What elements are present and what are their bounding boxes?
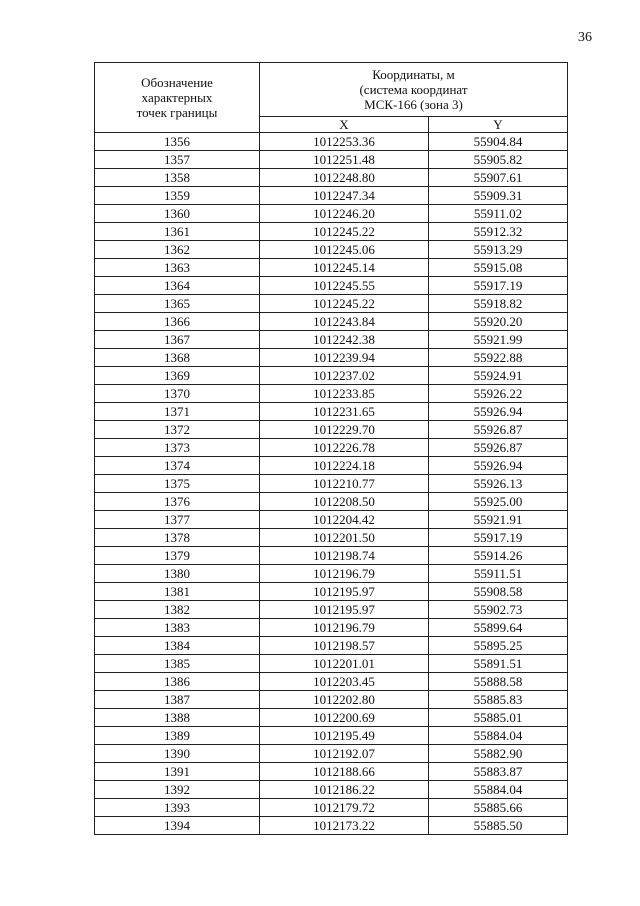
point-cell: 1360 [95,205,260,223]
x-coordinate-cell: 1012251.48 [260,151,429,169]
point-cell: 1367 [95,331,260,349]
x-coordinate-cell: 1012246.20 [260,205,429,223]
x-coordinate-cell: 1012198.57 [260,637,429,655]
table-row [95,169,568,187]
table-row [95,745,568,763]
y-coordinate-cell: 55913.29 [429,241,568,259]
y-coordinate-cell: 55907.61 [429,169,568,187]
y-column-header: Y [429,116,568,132]
point-cell: 1388 [95,709,260,727]
y-coordinate-cell: 55921.99 [429,331,568,349]
y-coordinate-cell: 55899.64 [429,619,568,637]
point-cell: 1376 [95,493,260,511]
x-coordinate-cell: 1012237.02 [260,367,429,385]
point-cell: 1368 [95,349,260,367]
point-cell: 1389 [95,727,260,745]
y-coordinate-cell: 55926.94 [429,403,568,421]
x-coordinate-cell: 1012192.07 [260,745,429,763]
point-cell: 1370 [95,385,260,403]
y-coordinate-cell: 55920.20 [429,313,568,331]
point-cell: 1364 [95,277,260,295]
coordinates-table [94,62,568,835]
x-coordinate-cell: 1012188.66 [260,763,429,781]
x-coordinate-cell: 1012231.65 [260,403,429,421]
point-cell: 1372 [95,421,260,439]
y-coordinate-cell: 55926.94 [429,457,568,475]
x-coordinate-cell: 1012203.45 [260,673,429,691]
table-row [95,151,568,169]
table-row [95,601,568,619]
table-row [95,385,568,403]
y-coordinate-cell: 55912.32 [429,223,568,241]
table-row [95,439,568,457]
x-coordinate-cell: 1012248.80 [260,169,429,187]
point-cell: 1361 [95,223,260,241]
y-coordinate-cell: 55885.83 [429,691,568,709]
x-coordinate-cell: 1012202.80 [260,691,429,709]
x-coordinate-cell: 1012196.79 [260,565,429,583]
table-row [95,259,568,277]
table-row [95,205,568,223]
table-row [95,241,568,259]
table-body [95,133,568,835]
y-coordinate-cell: 55917.19 [429,277,568,295]
y-coordinate-cell: 55885.50 [429,817,568,835]
x-coordinate-cell: 1012195.97 [260,601,429,619]
x-coordinate-cell: 1012233.85 [260,385,429,403]
table-row [95,817,568,835]
x-column-header: X [260,116,429,132]
x-coordinate-cell: 1012253.36 [260,133,429,151]
y-coordinate-cell: 55926.13 [429,475,568,493]
table-header [95,63,568,133]
x-coordinate-cell: 1012245.55 [260,277,429,295]
point-column-header [95,63,260,133]
y-coordinate-cell: 55911.02 [429,205,568,223]
table-row [95,763,568,781]
x-coordinate-cell: 1012245.22 [260,223,429,241]
point-cell: 1380 [95,565,260,583]
page-number: 36 [578,30,592,45]
point-cell: 1390 [95,745,260,763]
y-coordinate-cell: 55884.04 [429,727,568,745]
table-row [95,367,568,385]
point-cell: 1386 [95,673,260,691]
table-row [95,403,568,421]
point-cell: 1394 [95,817,260,835]
point-cell: 1356 [95,133,260,151]
y-coordinate-cell: 55904.84 [429,133,568,151]
table-row [95,223,568,241]
coordinates-column-header [260,63,568,117]
x-coordinate-cell: 1012201.01 [260,655,429,673]
table-row [95,295,568,313]
point-cell: 1383 [95,619,260,637]
y-coordinate-cell: 55918.82 [429,295,568,313]
table-row [95,565,568,583]
table-row [95,529,568,547]
point-cell: 1377 [95,511,260,529]
point-column-header-text: Обозначение характерных точек границы [136,75,218,120]
x-coordinate-cell: 1012229.70 [260,421,429,439]
x-coordinate-cell: 1012247.34 [260,187,429,205]
table-row [95,277,568,295]
point-cell: 1379 [95,547,260,565]
point-cell: 1385 [95,655,260,673]
table-row [95,493,568,511]
x-coordinate-cell: 1012186.22 [260,781,429,799]
table-row [95,187,568,205]
y-coordinate-cell: 55888.58 [429,673,568,691]
point-cell: 1391 [95,763,260,781]
y-coordinate-cell: 55926.22 [429,385,568,403]
point-cell: 1363 [95,259,260,277]
x-coordinate-cell: 1012245.22 [260,295,429,313]
table-row [95,421,568,439]
y-coordinate-cell: 55911.51 [429,565,568,583]
table-row [95,799,568,817]
table-row [95,313,568,331]
y-coordinate-cell: 55917.19 [429,529,568,547]
point-cell: 1362 [95,241,260,259]
y-coordinate-cell: 55926.87 [429,421,568,439]
x-coordinate-cell: 1012173.22 [260,817,429,835]
y-coordinate-cell: 55914.26 [429,547,568,565]
table-row [95,349,568,367]
y-coordinate-cell: 55883.87 [429,763,568,781]
table-row [95,637,568,655]
y-coordinate-cell: 55902.73 [429,601,568,619]
point-cell: 1382 [95,601,260,619]
x-coordinate-cell: 1012179.72 [260,799,429,817]
x-coordinate-cell: 1012208.50 [260,493,429,511]
point-cell: 1373 [95,439,260,457]
point-cell: 1392 [95,781,260,799]
table-row [95,709,568,727]
x-coordinate-cell: 1012245.06 [260,241,429,259]
table-row [95,583,568,601]
point-cell: 1375 [95,475,260,493]
x-coordinate-cell: 1012196.79 [260,619,429,637]
table-row [95,475,568,493]
x-coordinate-cell: 1012239.94 [260,349,429,367]
y-coordinate-cell: 55885.01 [429,709,568,727]
point-cell: 1381 [95,583,260,601]
point-cell: 1374 [95,457,260,475]
y-coordinate-cell: 55895.25 [429,637,568,655]
table-row [95,547,568,565]
x-coordinate-cell: 1012201.50 [260,529,429,547]
table-row [95,457,568,475]
x-coordinate-cell: 1012198.74 [260,547,429,565]
y-coordinate-cell: 55925.00 [429,493,568,511]
point-cell: 1371 [95,403,260,421]
point-cell: 1378 [95,529,260,547]
point-cell: 1387 [95,691,260,709]
x-coordinate-cell: 1012195.97 [260,583,429,601]
y-coordinate-cell: 55915.08 [429,259,568,277]
x-coordinate-cell: 1012210.77 [260,475,429,493]
point-cell: 1358 [95,169,260,187]
y-coordinate-cell: 55905.82 [429,151,568,169]
y-coordinate-cell: 55922.88 [429,349,568,367]
coordinates-column-header-text: Координаты, м (система координат МСК-166 (зона 3) [359,66,468,112]
x-coordinate-cell: 1012242.38 [260,331,429,349]
y-coordinate-cell: 55885.66 [429,799,568,817]
table-row [95,511,568,529]
table-row [95,655,568,673]
y-coordinate-cell: 55884.04 [429,781,568,799]
table-row [95,781,568,799]
point-cell: 1366 [95,313,260,331]
point-cell: 1357 [95,151,260,169]
table-row [95,133,568,151]
point-cell: 1359 [95,187,260,205]
table-row [95,727,568,745]
y-coordinate-cell: 55891.51 [429,655,568,673]
x-coordinate-cell: 1012224.18 [260,457,429,475]
y-coordinate-cell: 55924.91 [429,367,568,385]
x-coordinate-cell: 1012243.84 [260,313,429,331]
x-coordinate-cell: 1012195.49 [260,727,429,745]
table-row [95,673,568,691]
x-coordinate-cell: 1012245.14 [260,259,429,277]
point-cell: 1369 [95,367,260,385]
y-coordinate-cell: 55908.58 [429,583,568,601]
point-cell: 1393 [95,799,260,817]
y-coordinate-cell: 55882.90 [429,745,568,763]
y-coordinate-cell: 55909.31 [429,187,568,205]
x-coordinate-cell: 1012226.78 [260,439,429,457]
y-coordinate-cell: 55926.87 [429,439,568,457]
table-row [95,331,568,349]
point-cell: 1365 [95,295,260,313]
x-coordinate-cell: 1012200.69 [260,709,429,727]
x-coordinate-cell: 1012204.42 [260,511,429,529]
point-cell: 1384 [95,637,260,655]
table-row [95,619,568,637]
y-coordinate-cell: 55921.91 [429,511,568,529]
table-row [95,691,568,709]
